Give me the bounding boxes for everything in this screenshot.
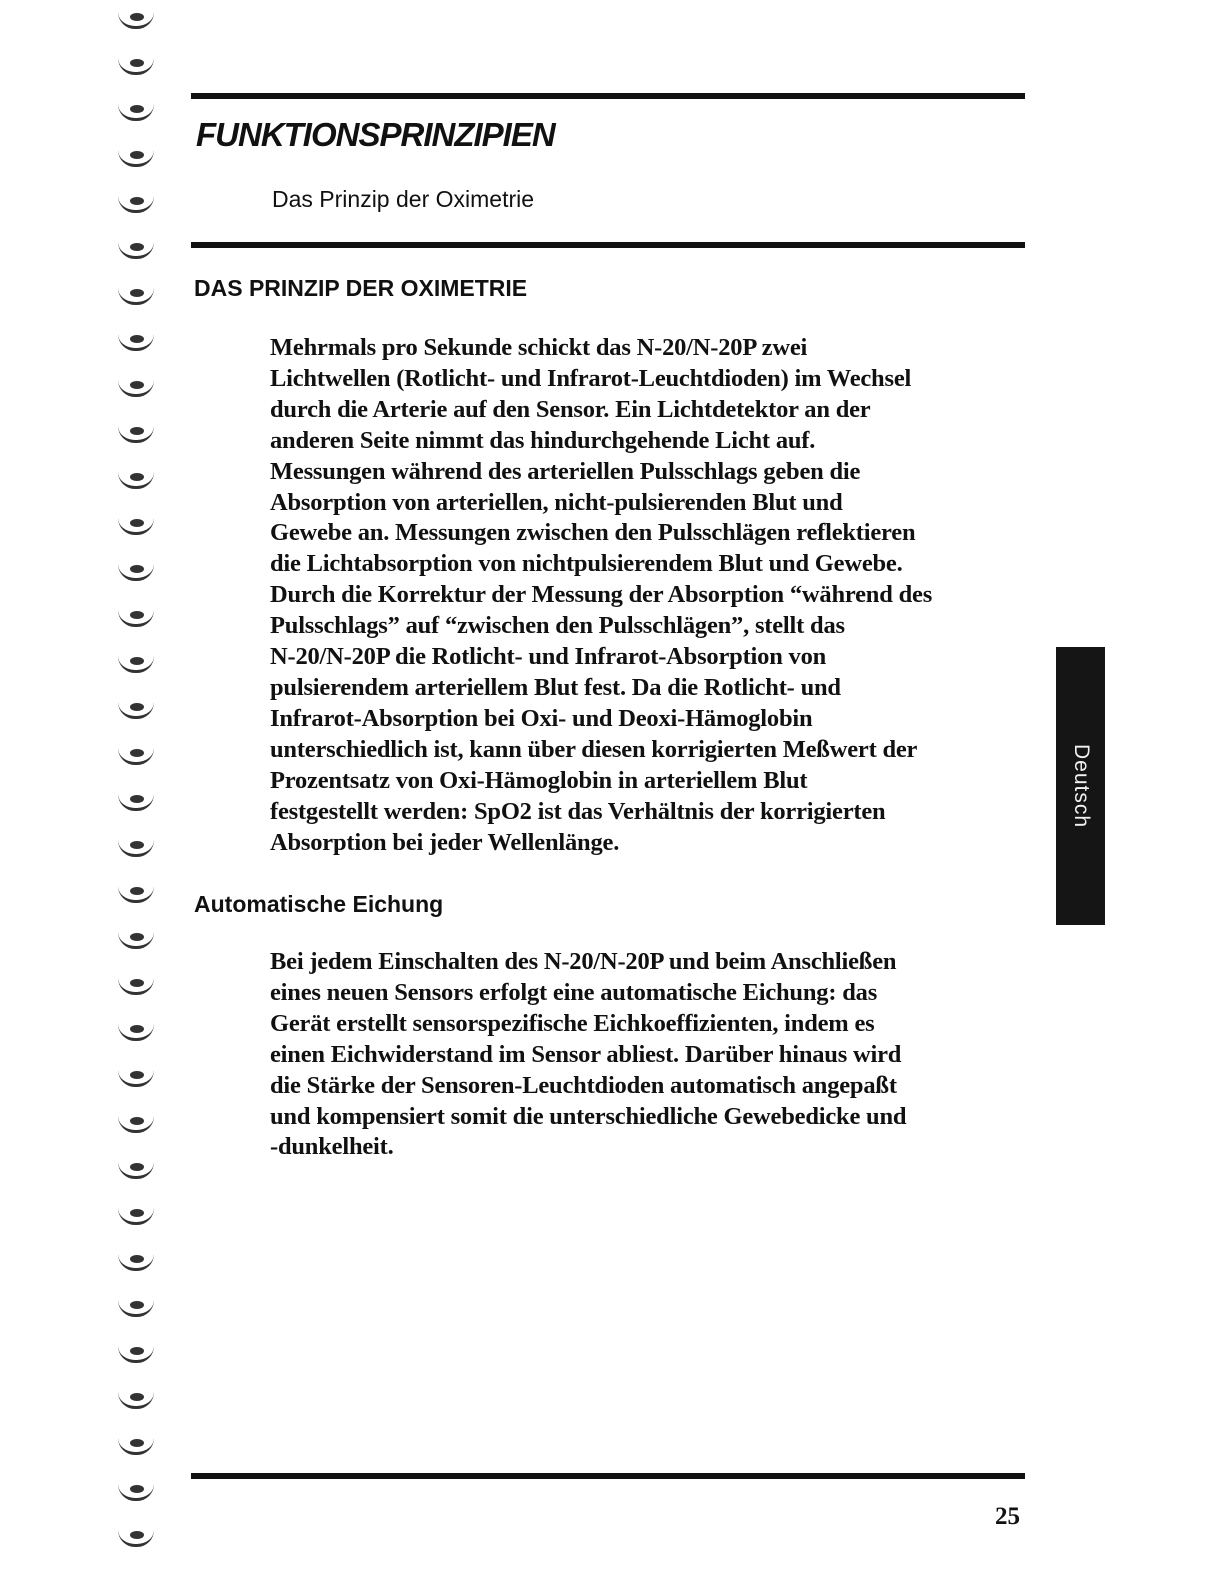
binding-ring-icon <box>118 1024 154 1041</box>
binding-ring-icon <box>118 334 154 351</box>
binding-ring-icon <box>118 380 154 397</box>
text-line: Infrarot-Absorption bei Oxi- und Deoxi-Hämoglobin <box>270 704 813 732</box>
binding-ring-icon <box>118 426 154 443</box>
binding-ring-icon <box>118 1484 154 1501</box>
text-line: Absorption von arteriellen, nicht-pulsierenden Blut und <box>270 488 843 516</box>
binding-ring-icon <box>118 1300 154 1317</box>
text-line: Gerät erstellt sensorspezifische Eichkoeffizienten, indem es <box>270 1009 875 1037</box>
chapter-contents-entry: Das Prinzip der Oximetrie <box>272 186 535 212</box>
text-line: Pulsschlags” auf “zwischen den Pulsschlägen”, stellt das <box>270 612 845 640</box>
section-body <box>270 333 1030 858</box>
text-line: einen Eichwiderstand im Sensor abliest. Darüber hinaus wird <box>270 1040 902 1068</box>
binding-ring-icon <box>118 472 154 489</box>
binding-ring-icon <box>118 610 154 627</box>
text-line: und kompensiert somit die unterschiedliche Gewebedicke und <box>270 1102 907 1130</box>
binding-ring-icon <box>118 656 154 673</box>
spiral-binding <box>112 0 162 1584</box>
binding-ring-icon <box>118 1392 154 1409</box>
language-tab-label: Deutsch <box>1069 743 1093 829</box>
binding-ring-icon <box>118 978 154 995</box>
text-line: die Lichtabsorption von nichtpulsierendem Blut und Gewebe. <box>270 550 903 578</box>
text-line: N-20/N-20P die Rotlicht- und Infrarot-Absorption von <box>270 643 827 671</box>
binding-ring-icon <box>118 1162 154 1179</box>
section-rule <box>191 242 1025 248</box>
text-line: eines neuen Sensors erfolgt eine automatische Eichung: das <box>270 978 878 1006</box>
binding-ring-icon <box>118 1116 154 1133</box>
text-line: Gewebe an. Messungen zwischen den Pulsschlägen reflektieren <box>270 519 916 547</box>
binding-ring-icon <box>118 840 154 857</box>
text-line: Durch die Korrektur der Messung der Absorption “während des <box>270 581 933 609</box>
text-line: unterschiedlich ist, kann über diesen korrigierten Meßwert der <box>270 735 918 763</box>
bottom-rule <box>191 1473 1025 1479</box>
text-line: Bei jedem Einschalten des N-20/N-20P und beim Anschließen <box>270 948 897 975</box>
text-line: pulsierendem arteriellem Blut fest. Da die Rotlicht- und <box>270 673 841 701</box>
binding-ring-icon <box>118 104 154 121</box>
text-line: -dunkelheit. <box>270 1133 394 1161</box>
binding-ring-icon <box>118 196 154 213</box>
binding-ring-icon <box>118 794 154 811</box>
section-heading: Automatische Eichung <box>194 891 444 917</box>
section-heading: DAS PRINZIP DER OXIMETRIE <box>194 275 528 301</box>
text-line: Lichtwellen (Rotlicht- und Infrarot-Leuchtdioden) im Wechsel <box>270 364 912 392</box>
chapter-title: FUNKTIONSPRINZIPIEN <box>196 116 555 153</box>
binding-ring-icon <box>118 58 154 75</box>
binding-ring-icon <box>118 288 154 305</box>
text-line: Absorption bei jeder Wellenlänge. <box>270 828 620 856</box>
top-rule <box>191 93 1025 99</box>
text-line: Prozentsatz von Oxi-Hämoglobin in arteriellem Blut <box>270 766 808 794</box>
text-line: durch die Arterie auf den Sensor. Ein Lichtdetektor an der <box>270 395 871 423</box>
binding-ring-icon <box>118 1208 154 1225</box>
binding-ring-icon <box>118 1346 154 1363</box>
binding-ring-icon <box>118 242 154 259</box>
binding-ring-icon <box>118 1254 154 1271</box>
text-line: festgestellt werden: SpO2 ist das Verhältnis der korrigierten <box>270 797 886 825</box>
binding-ring-icon <box>118 150 154 167</box>
language-tab <box>1056 647 1105 925</box>
binding-ring-icon <box>118 1438 154 1455</box>
binding-ring-icon <box>118 12 154 29</box>
text-line: anderen Seite nimmt das hindurchgehende Licht auf. <box>270 426 816 454</box>
binding-ring-icon <box>118 932 154 949</box>
text-line: die Stärke der Sensoren-Leuchtdioden automatisch angepaßt <box>270 1071 897 1099</box>
binding-ring-icon <box>118 1070 154 1087</box>
section-body <box>270 947 1030 1163</box>
text-line: Mehrmals pro Sekunde schickt das N-20/N-20P zwei <box>270 334 808 361</box>
binding-ring-icon <box>118 748 154 765</box>
page-number: 25 <box>995 1503 1020 1530</box>
binding-ring-icon <box>118 886 154 903</box>
binding-ring-icon <box>118 702 154 719</box>
binding-ring-icon <box>118 564 154 581</box>
binding-ring-icon <box>118 1530 154 1547</box>
text-line: Messungen während des arteriellen Pulsschlags geben die <box>270 457 861 485</box>
binding-ring-icon <box>118 518 154 535</box>
